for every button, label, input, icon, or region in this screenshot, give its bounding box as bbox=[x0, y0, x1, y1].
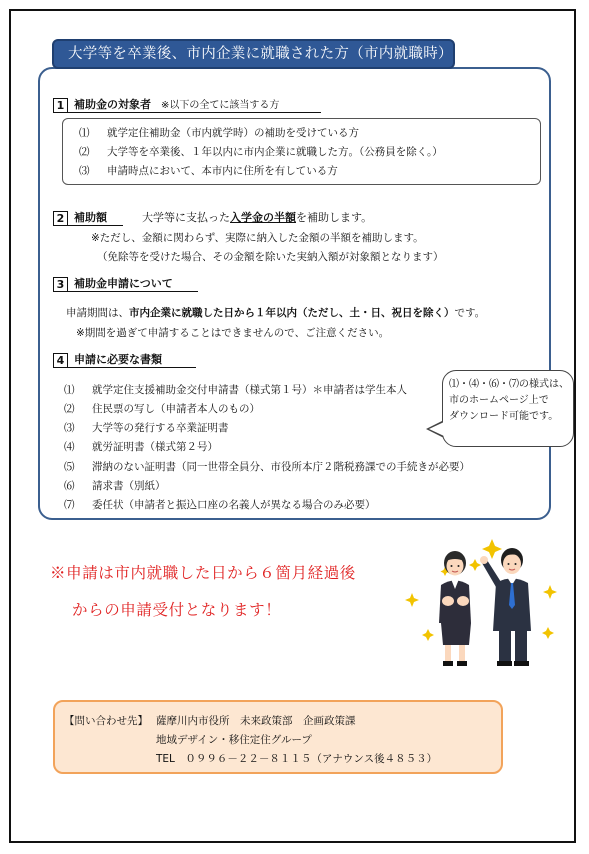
section-underline bbox=[53, 112, 321, 113]
section-number: 4 bbox=[53, 353, 68, 368]
list-item: ⑶ 大学等の発行する卒業証明書 bbox=[64, 422, 229, 434]
list-item: ⑶ 申請時点において、本市内に住所を有している方 bbox=[79, 165, 338, 177]
list-item: ⑴ 就学定住支援補助金交付申請書（様式第１号）＊申請者は学生本人 bbox=[64, 384, 407, 396]
notice-line-1: ※申請は市内就職した日から６箇月経過後 bbox=[50, 564, 356, 582]
section-4-heading bbox=[53, 352, 162, 367]
list-item: ⑹ 請求書（別紙） bbox=[64, 480, 166, 492]
list-item: ⑵ 大学等を卒業後、１年以内に市内企業に就職した方。（公務員を除く。） bbox=[79, 146, 443, 158]
subsidy-note-2: （免除等を受けた場合、その金額を除いた実納入額が対象額となります） bbox=[97, 251, 444, 263]
section-title: 補助金の対象者 bbox=[74, 98, 151, 111]
list-item: ⑺ 委任状（申請者と振込口座の名義人が異なる場合のみ必要） bbox=[64, 499, 376, 511]
section-number: 2 bbox=[53, 211, 68, 226]
office-workers-illustration bbox=[400, 535, 560, 670]
contact-phone: TEL ０９９６－２２－８１１５（アナウンス後４８５３） bbox=[156, 753, 438, 765]
man-figure bbox=[480, 548, 531, 666]
section-2-heading bbox=[53, 210, 372, 225]
list-item: ⑵ 住民票の写し（申請者本人のもの） bbox=[64, 403, 260, 415]
section-title: 補助金申請について bbox=[74, 277, 173, 290]
section-number: 1 bbox=[53, 98, 68, 113]
section-number: 3 bbox=[53, 277, 68, 292]
section-underline bbox=[53, 291, 198, 292]
section-1-heading bbox=[53, 97, 279, 112]
woman-figure bbox=[439, 551, 471, 666]
contact-group: 地域デザイン・移住定住グループ bbox=[156, 734, 312, 746]
section-3-heading bbox=[53, 276, 173, 291]
bubble-tail-inner bbox=[429, 422, 444, 436]
section-note: ※以下の全てに該当する方 bbox=[161, 100, 280, 111]
subsidy-note: ※ただし、金額に関わらず、実際に納入した金額の半額を補助します。 bbox=[91, 232, 424, 244]
bubble-line: 市のホームページ上で bbox=[449, 395, 549, 406]
contact-office: 薩摩川内市役所 未来政策部 企画政策課 bbox=[156, 715, 356, 727]
list-item: ⑷ 就労証明書（様式第２号） bbox=[64, 441, 218, 453]
application-note: ※期間を過ぎて申請することはできませんので、ご注意ください。 bbox=[76, 327, 390, 339]
application-period: 申請期間は、市内企業に就職した日から１年以内（ただし、土・日、祝日を除く）です。 bbox=[66, 307, 486, 319]
list-item: ⑸ 滞納のない証明書（同一世帯全員分、市役所本庁２階税務課での手続きが必要） bbox=[64, 461, 470, 473]
section-title: 補助額 bbox=[74, 211, 107, 224]
section-underline bbox=[53, 225, 123, 226]
download-bubble bbox=[442, 370, 574, 447]
page-title: 大学等を卒業後、市内企業に就職された方（市内就職時） bbox=[52, 39, 455, 69]
contact-label: 【問い合わせ先】 bbox=[64, 715, 148, 727]
sparkle-icon bbox=[405, 539, 557, 641]
section-underline bbox=[53, 367, 196, 368]
contact-box bbox=[53, 700, 503, 774]
notice-line-2: からの申請受付となります！ bbox=[72, 601, 282, 619]
bubble-line: ⑴・⑷・⑹・⑺の様式は、 bbox=[449, 379, 569, 390]
section-title: 申請に必要な書類 bbox=[74, 353, 162, 366]
bubble-line: ダウンロード可能です。 bbox=[449, 411, 559, 422]
list-item: ⑴ 就学定住補助金（市内就学時）の補助を受けている方 bbox=[79, 127, 359, 139]
subsidy-text: 大学等に支払った入学金の半額を補助します。 bbox=[142, 211, 373, 224]
